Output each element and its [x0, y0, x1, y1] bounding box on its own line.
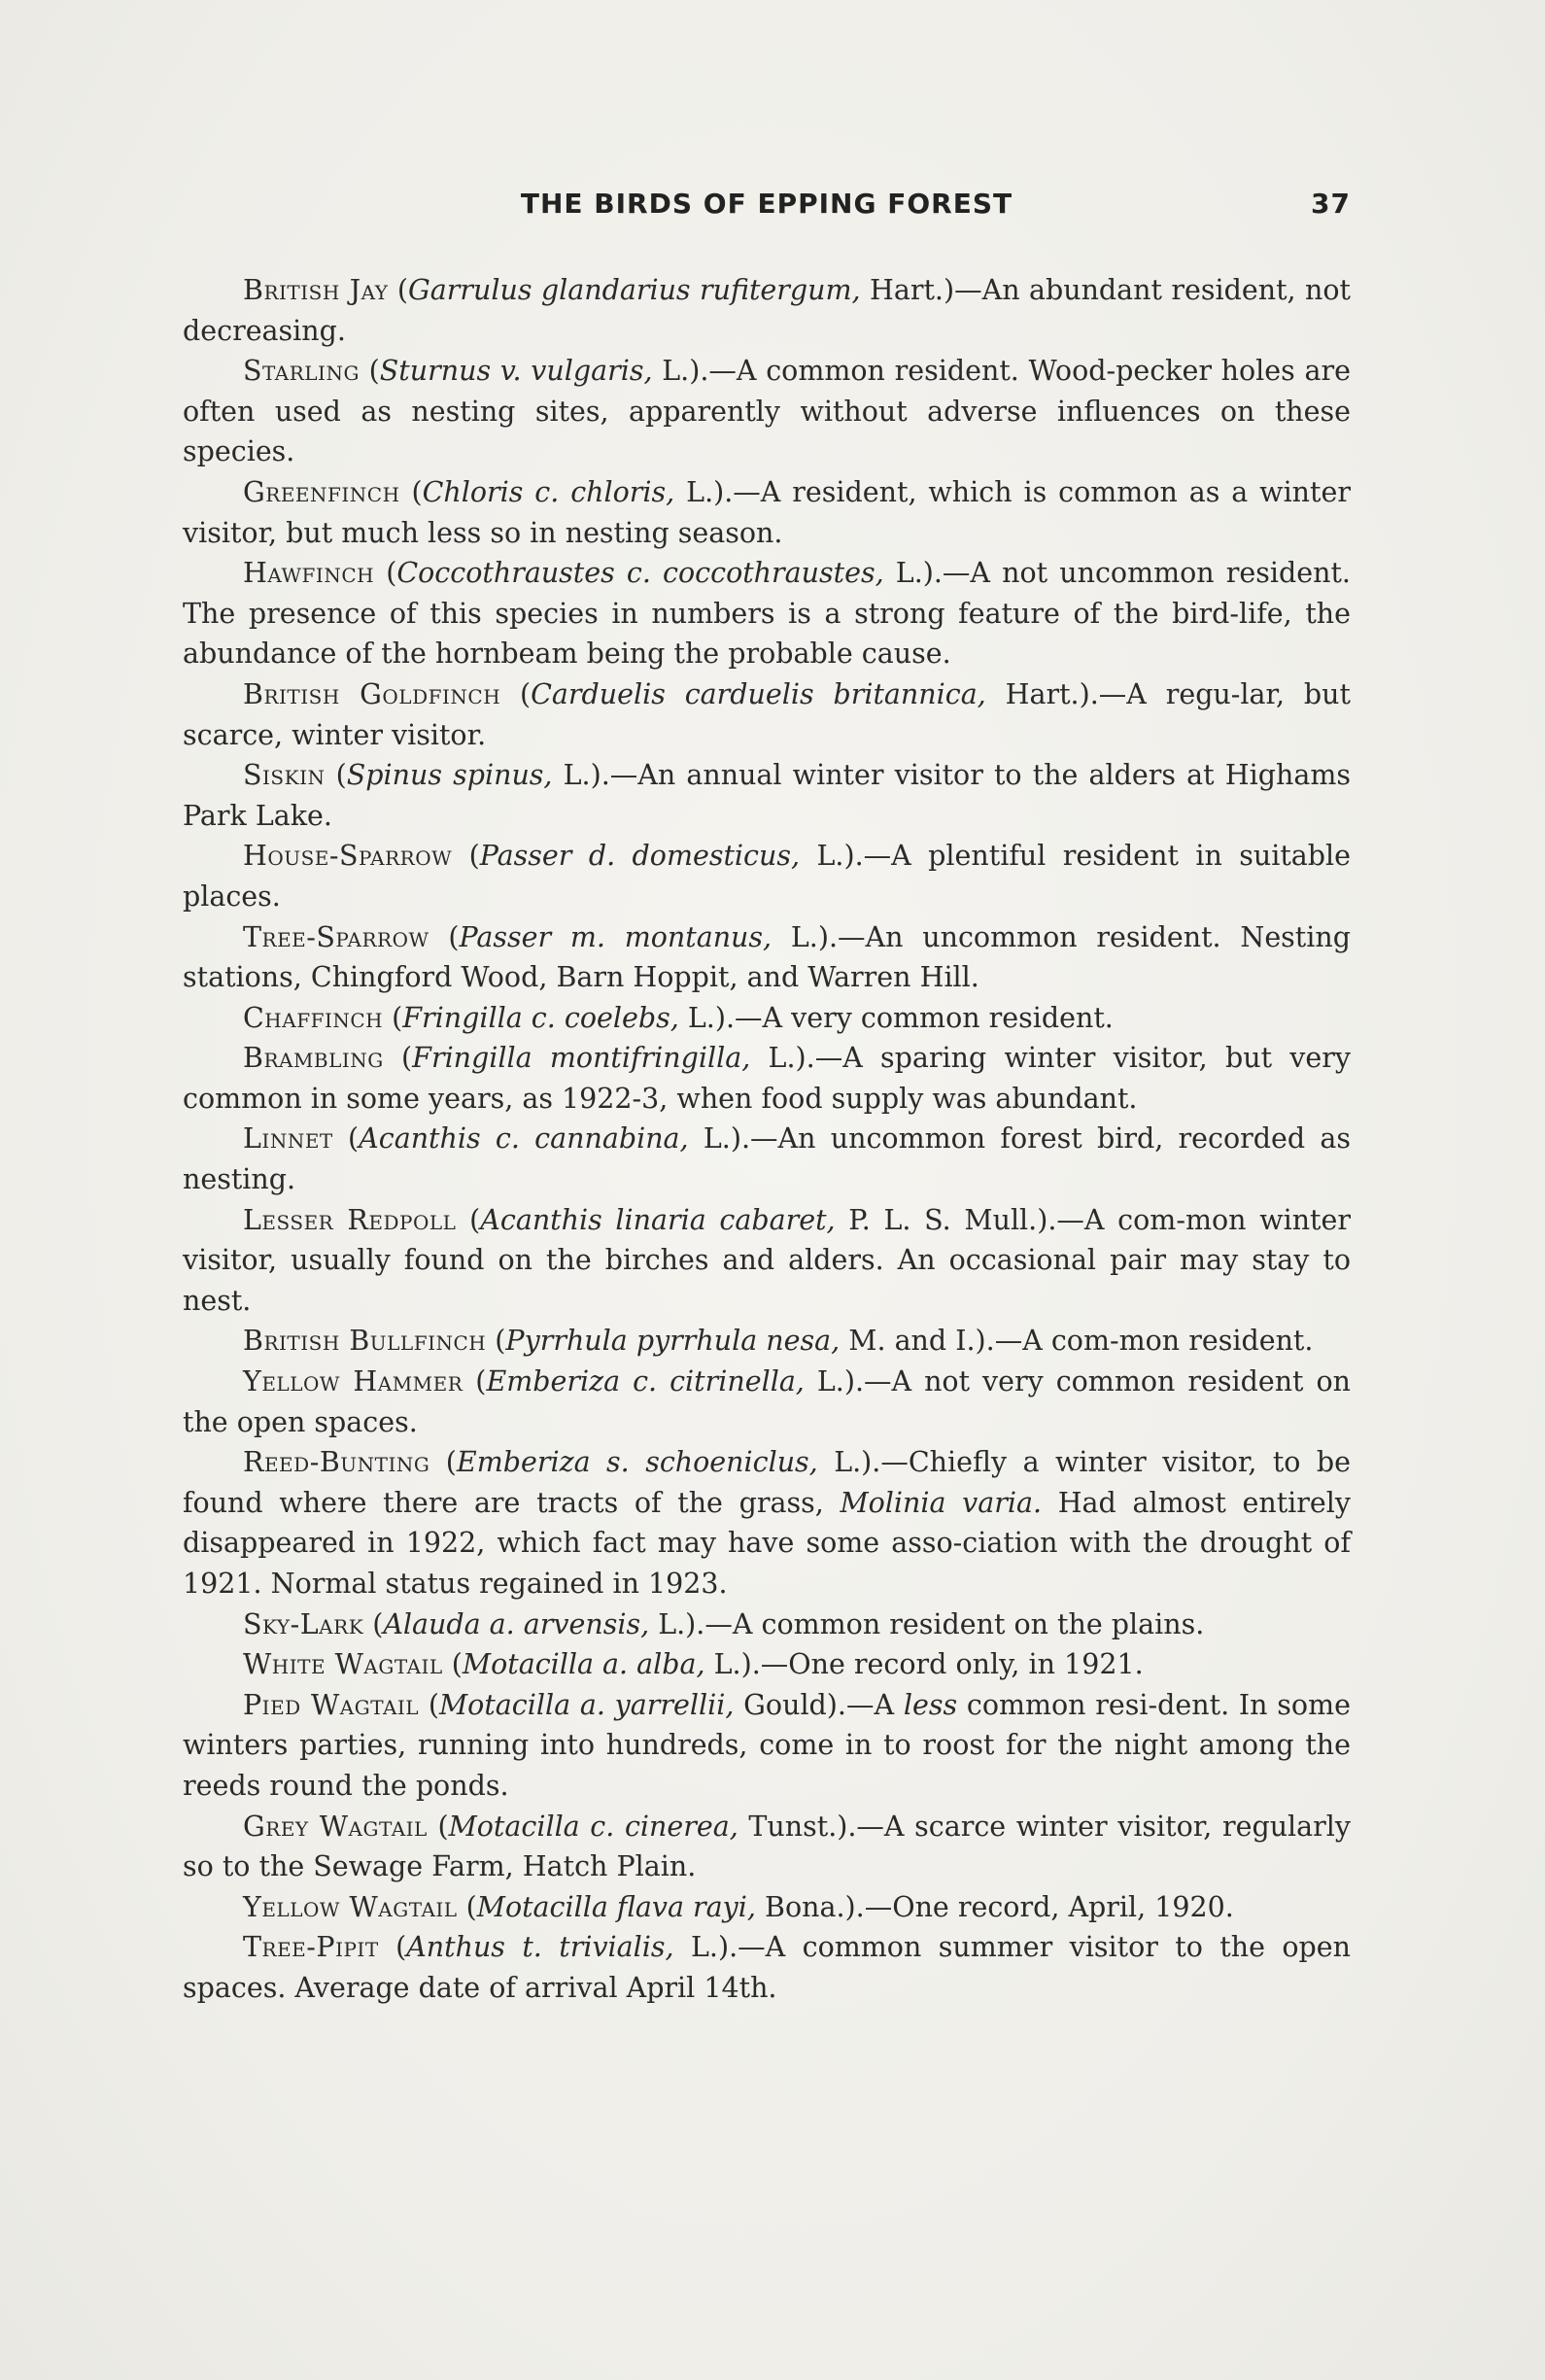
- page-title: THE BIRDS OF EPPING FOREST: [520, 188, 1013, 220]
- latin-name: Chloris c. chloris,: [422, 475, 675, 508]
- entry-text: Tunst.).—A scarce winter visitor, regularly so to the Sewage Farm, Hatch Plain.: [183, 1810, 1351, 1883]
- species-entry: British Bullfinch (Pyrrhula pyrrhula nesa, M. and I.).—A com-mon resident.: [243, 1325, 1314, 1358]
- species-name: Sky-Lark: [243, 1607, 364, 1640]
- species-name: Tree-Sparrow: [243, 920, 429, 953]
- latin-name: Fringilla montifringilla,: [412, 1042, 751, 1075]
- latin-name: Fringilla c. coelebs,: [402, 1001, 679, 1034]
- entry-text: P. L. S. Mull.).—A com-mon winter visitor, usually found on the birches and alders. An occasional pair may stay to nest.: [183, 1203, 1352, 1317]
- species-name: House-Sparrow: [243, 840, 453, 873]
- running-header: [183, 188, 1351, 220]
- species-entry: Reed-Bunting (Emberiza s. schoeniclus, L.).—Chiefly a winter visitor, to be found where there are tracts of the grass, Molinia varia. Had almost entirely disappeared in 1922, which fact may have some asso-ciation with the drought of 1921. Normal status regained in 1923.: [183, 1446, 1351, 1600]
- species-name: Hawfinch: [243, 557, 375, 590]
- species-entry: Yellow Wagtail (Motacilla flava rayi, Bona.).—One record, April, 1920.: [243, 1890, 1234, 1923]
- entry-text: L.).—An uncommon forest bird, recorded as nesting.: [183, 1122, 1352, 1196]
- species-name: Siskin: [243, 759, 326, 792]
- entry-text: Gould).—A: [734, 1688, 904, 1721]
- species-entry: Brambling (Fringilla montifringilla, L.).—A sparing winter visitor, but very common in some years, as 1922-3, when food supply was abundant.: [183, 1042, 1351, 1115]
- species-name: Chaffinch: [243, 1001, 384, 1034]
- latin-name: Emberiza c. citrinella,: [486, 1365, 805, 1398]
- latin-name: Molinia varia.: [840, 1486, 1043, 1519]
- species-name: Brambling: [243, 1042, 384, 1075]
- entry-text: L.).—An annual winter visitor to the alders at Highams Park Lake.: [183, 759, 1351, 832]
- species-name: Yellow Wagtail: [243, 1890, 458, 1923]
- species-entry: Siskin (Spinus spinus, L.).—An annual winter visitor to the alders at Highams Park Lake.: [183, 759, 1351, 832]
- species-entry: Tree-Sparrow (Passer m. montanus, L.).—An uncommon resident. Nesting stations, Chingford Wood, Barn Hoppit, and Warren Hill.: [183, 920, 1351, 994]
- entry-text: L.).—An uncommon resident. Nesting stations, Chingford Wood, Barn Hoppit, and Warren Hill.: [183, 920, 1351, 994]
- entry-text: Hart.).—A regu-lar, but scarce, winter visitor.: [183, 677, 1351, 751]
- species-name: Yellow Hammer: [243, 1365, 464, 1398]
- latin-name: Passer d. domesticus,: [479, 840, 801, 873]
- species-entry: White Wagtail (Motacilla a. alba, L.).—One record only, in 1921.: [243, 1648, 1144, 1681]
- species-name: British Jay: [243, 274, 389, 306]
- entry-text: L.).—A not uncommon resident. The presence of this species in numbers is a strong feature of the bird-life, the abundance of the hornbeam being the probable cause.: [183, 557, 1351, 671]
- latin-name: Garrulus glandarius rufitergum,: [408, 274, 861, 306]
- latin-name: Motacilla a. alba,: [462, 1648, 705, 1681]
- species-name: Tree-Pipit: [243, 1931, 379, 1964]
- latin-name: Passer m. montanus,: [459, 920, 772, 953]
- species-entry: Greenfinch (Chloris c. chloris, L.).—A resident, which is common as a winter visitor, but much less so in nesting season.: [183, 475, 1351, 549]
- species-name: White Wagtail: [243, 1648, 443, 1681]
- species-entry: Grey Wagtail (Motacilla c. cinerea, Tunst.).—A scarce winter visitor, regularly so to the Sewage Farm, Hatch Plain.: [183, 1810, 1351, 1883]
- emphasis-text: less: [903, 1688, 958, 1721]
- entry-text: L.).—A sparing winter visitor, but very common in some years, as 1922-3, when food supply was abundant.: [183, 1042, 1351, 1115]
- species-name: Pied Wagtail: [243, 1688, 420, 1721]
- latin-name: Emberiza s. schoeniclus,: [456, 1446, 818, 1479]
- latin-name: Motacilla flava rayi,: [476, 1890, 756, 1923]
- entry-text: L.).—A resident, which is common as a winter visitor, but much less so in nesting season.: [183, 475, 1351, 549]
- species-entry: Sky-Lark (Alauda a. arvensis, L.).—A common resident on the plains.: [243, 1607, 1205, 1640]
- entry-text: Bona.).—One record, April, 1920.: [755, 1890, 1234, 1923]
- species-entry: Pied Wagtail (Motacilla a. yarrellii, Gould).—A less common resi-dent. In some winters parties, running into hundreds, come in to roost for the night among the reeds round the ponds.: [183, 1688, 1351, 1802]
- latin-name: Alauda a. arvensis,: [383, 1607, 650, 1640]
- page-number: 37: [1311, 188, 1351, 220]
- species-name: Grey Wagtail: [243, 1810, 428, 1843]
- species-entry: Starling (Sturnus v. vulgaris, L.).—A common resident. Wood-pecker holes are often used as nesting sites, apparently without adverse influences on these species.: [183, 355, 1351, 468]
- species-entry: Chaffinch (Fringilla c. coelebs, L.).—A very common resident.: [243, 1001, 1114, 1034]
- latin-name: Acanthis linaria cabaret,: [480, 1203, 836, 1236]
- species-name: Lesser Redpoll: [243, 1203, 457, 1236]
- entry-text: L.).—Chiefly a winter visitor, to be found where there are tracts of the grass,: [183, 1446, 1351, 1519]
- entry-text: L.).—A very common resident.: [678, 1001, 1114, 1034]
- entry-text: L.).—One record only, in 1921.: [704, 1648, 1144, 1681]
- latin-name: Motacilla a. yarrellii,: [438, 1688, 735, 1721]
- entry-text: L.).—A not very common resident on the open spaces.: [183, 1365, 1351, 1438]
- entry-text: M. and I.).—A com-mon resident.: [840, 1325, 1314, 1358]
- species-entry: Lesser Redpoll (Acanthis linaria cabaret, P. L. S. Mull.).—A com-mon winter visitor, usually found on the birches and alders. An occasional pair may stay to nest.: [183, 1203, 1352, 1317]
- entry-text: L.).—A common summer visitor to the open spaces. Average date of arrival April 14th.: [183, 1931, 1351, 2004]
- entry-text: Hart.)—An abundant resident, not decreasing.: [183, 274, 1351, 347]
- species-entry: Yellow Hammer (Emberiza c. citrinella, L.).—A not very common resident on the open spaces.: [183, 1365, 1351, 1438]
- entry-text: L.).—A common resident. Wood-pecker holes are often used as nesting sites, apparently without adverse influences on these species.: [183, 355, 1351, 468]
- latin-name: Acanthis c. cannabina,: [359, 1122, 689, 1156]
- latin-name: Spinus spinus,: [346, 759, 553, 792]
- species-name: Starling: [243, 355, 360, 388]
- species-name: British Bullfinch: [243, 1325, 487, 1358]
- species-entry: Tree-Pipit (Anthus t. trivialis, L.).—A common summer visitor to the open spaces. Average date of arrival April 14th.: [183, 1931, 1351, 2004]
- species-name: Greenfinch: [243, 475, 400, 508]
- latin-name: Sturnus v. vulgaris,: [379, 355, 653, 388]
- species-entry: House-Sparrow (Passer d. domesticus, L.).—A plentiful resident in suitable places.: [183, 840, 1352, 913]
- latin-name: Anthus t. trivialis,: [406, 1931, 674, 1964]
- species-entry: British Jay (Garrulus glandarius rufitergum, Hart.)—An abundant resident, not decreasing.: [183, 274, 1351, 347]
- species-name: British Goldfinch: [243, 677, 501, 710]
- latin-name: Motacilla c. cinerea,: [448, 1810, 738, 1843]
- species-entry: British Goldfinch (Carduelis carduelis britannica, Hart.).—A regu-lar, but scarce, winter visitor.: [183, 677, 1351, 751]
- entry-text: common resi-dent. In some winters parties, running into hundreds, come in to roost for the night among the reeds round the ponds.: [183, 1688, 1351, 1802]
- entry-text: L.).—A plentiful resident in suitable places.: [183, 840, 1352, 913]
- species-list: [183, 270, 1351, 2009]
- latin-name: Coccothraustes c. coccothraustes,: [396, 557, 884, 590]
- species-entry: Hawfinch (Coccothraustes c. coccothraustes, L.).—A not uncommon resident. The presence of this species in numbers is a strong feature of the bird-life, the abundance of the hornbeam being the probable cause.: [183, 557, 1351, 671]
- species-name: Linnet: [243, 1122, 333, 1156]
- entry-text: Had almost entirely disappeared in 1922, which fact may have some asso-ciation with the drought of 1921. Normal status regained in 1923.: [183, 1486, 1351, 1600]
- latin-name: Carduelis carduelis britannica,: [531, 677, 986, 710]
- entry-text: L.).—A common resident on the plains.: [649, 1607, 1205, 1640]
- latin-name: Pyrrhula pyrrhula nesa,: [505, 1325, 841, 1358]
- species-entry: Linnet (Acanthis c. cannabina, L.).—An uncommon forest bird, recorded as nesting.: [183, 1122, 1352, 1196]
- species-name: Reed-Bunting: [243, 1446, 430, 1479]
